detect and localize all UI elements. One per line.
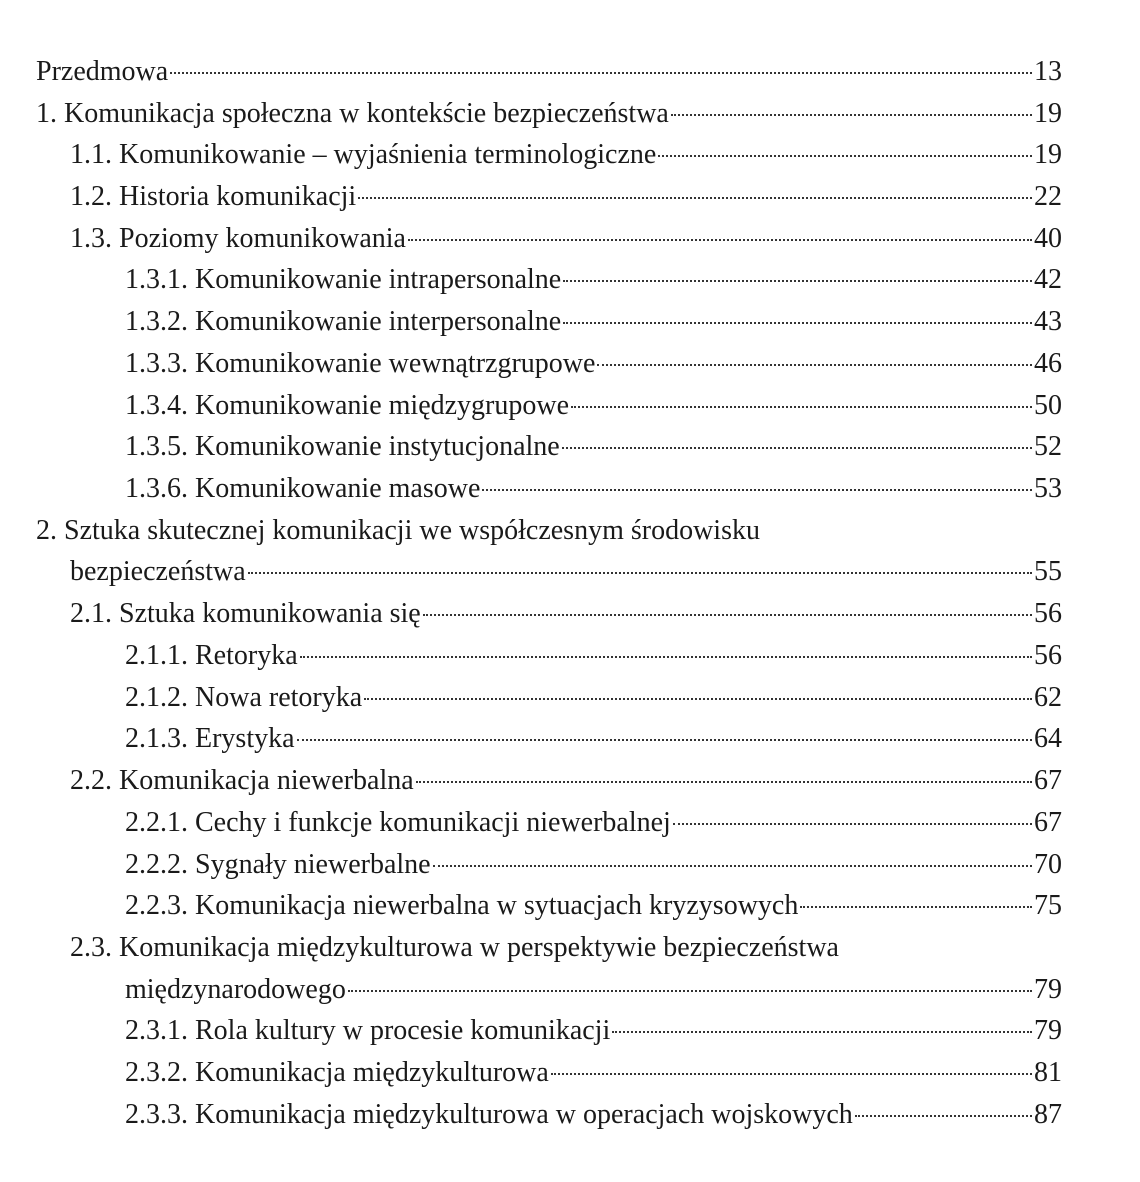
dot-leader [800, 905, 1032, 908]
dot-leader [597, 363, 1032, 366]
toc-entry [125, 426, 1062, 468]
toc-entry-page: 43 [1034, 306, 1062, 337]
dot-leader [571, 405, 1032, 408]
toc-entry-title: Przedmowa [36, 56, 169, 87]
dot-leader [408, 238, 1032, 241]
toc-entry-title: 2.3.2. Komunikacja międzykulturowa [125, 1057, 549, 1088]
toc-entry-page: 87 [1034, 1099, 1062, 1130]
dot-leader [364, 697, 1032, 700]
toc-entry-page: 79 [1034, 974, 1062, 1005]
toc-entry-title: 1.3.1. Komunikowanie intrapersonalne [125, 264, 562, 295]
toc-entry-title: 2.1.3. Erystyka [125, 723, 295, 754]
dot-leader [416, 780, 1032, 783]
dot-leader [300, 655, 1032, 658]
toc-entry-page: 79 [1034, 1015, 1062, 1046]
toc-entry [125, 1094, 1062, 1136]
toc-entry-title: 1.3.6. Komunikowanie masowe [125, 473, 481, 504]
toc-entry-page: 70 [1034, 849, 1062, 880]
toc-entry [125, 259, 1062, 301]
toc-entry-title: 1.2. Historia komunikacji [70, 181, 357, 212]
toc-entry-page: 13 [1034, 56, 1062, 87]
toc-entry-title: 2.3.1. Rola kultury w procesie komunikacji [125, 1015, 611, 1046]
dot-leader [563, 279, 1032, 282]
toc-entry-page: 19 [1034, 139, 1062, 170]
toc-entry-page: 56 [1034, 598, 1062, 629]
toc-entry [70, 551, 1062, 593]
dot-leader [248, 571, 1032, 574]
toc-entry-title: 1.3.5. Komunikowanie instytucjonalne [125, 431, 560, 462]
toc-entry [70, 760, 1062, 802]
dot-leader [612, 1030, 1032, 1033]
dot-leader [562, 446, 1032, 449]
toc-entry-page: 50 [1034, 390, 1062, 421]
toc-entry-title: 1.3.4. Komunikowanie międzygrupowe [125, 390, 570, 421]
toc-entry-page: 22 [1034, 181, 1062, 212]
toc-entry-title: 2.1.2. Nowa retoryka [125, 682, 363, 713]
dot-leader [563, 321, 1032, 324]
toc-entry-page: 67 [1034, 765, 1062, 796]
toc-entry-page: 81 [1034, 1057, 1062, 1088]
toc-entry [125, 718, 1062, 760]
toc-entry-page: 67 [1034, 807, 1062, 838]
toc-entry-page: 64 [1034, 723, 1062, 754]
toc-entry-page: 56 [1034, 640, 1062, 671]
toc-entry-title: 2.1. Sztuka komunikowania się [70, 598, 421, 629]
toc-entry-page: 19 [1034, 98, 1062, 129]
toc-entry-page: 55 [1034, 556, 1062, 587]
toc-entry-title-continuation: bezpieczeństwa [70, 556, 246, 587]
toc-entry [125, 343, 1062, 385]
toc-entry-title: 2.3. Komunikacja międzykulturowa w perspektywie bezpieczeństwa [70, 932, 839, 963]
dot-leader [348, 989, 1032, 992]
toc-entry-title: 2.3.3. Komunikacja międzykulturowa w operacjach wojskowych [125, 1099, 853, 1130]
dot-leader [673, 822, 1032, 825]
toc-entry-page: 62 [1034, 682, 1062, 713]
toc-entry-page: 53 [1034, 473, 1062, 504]
dot-leader [482, 488, 1032, 491]
toc-entry-title: 2.2.1. Cechy i funkcje komunikacji niewerbalnej [125, 807, 671, 838]
toc-entry [36, 51, 1062, 93]
toc-entry [70, 134, 1062, 176]
toc-entry-page: 75 [1034, 890, 1062, 921]
toc-entry-title: 2.2.2. Sygnały niewerbalne [125, 849, 431, 880]
toc-entry [36, 93, 1062, 135]
toc-entry-title: 2.2. Komunikacja niewerbalna [70, 765, 414, 796]
dot-leader [671, 113, 1032, 116]
toc-entry [125, 1010, 1062, 1052]
dot-leader [423, 613, 1032, 616]
toc-entry-page: 40 [1034, 223, 1062, 254]
toc-entry-page: 46 [1034, 348, 1062, 379]
toc-entry [125, 635, 1062, 677]
toc-entry-title-continuation: międzynarodowego [125, 974, 346, 1005]
dot-leader [658, 154, 1032, 157]
toc-entry-page: 42 [1034, 264, 1062, 295]
toc-entry [70, 218, 1062, 260]
toc-entry-page: 52 [1034, 431, 1062, 462]
toc-entry [125, 1052, 1062, 1094]
toc-entry [125, 677, 1062, 719]
toc-entry [125, 885, 1062, 927]
toc-entry [125, 969, 1062, 1011]
dot-leader [358, 196, 1032, 199]
dot-leader [170, 71, 1032, 74]
dot-leader [855, 1114, 1032, 1117]
toc-entry [125, 385, 1062, 427]
toc-entry-title: 1. Komunikacja społeczna w kontekście bezpieczeństwa [36, 98, 669, 129]
toc-entry [125, 844, 1062, 886]
toc-entry [125, 301, 1062, 343]
toc-entry [125, 802, 1062, 844]
toc-entry-title: 2.2.3. Komunikacja niewerbalna w sytuacjach kryzysowych [125, 890, 799, 921]
toc-entry-title: 1.3.2. Komunikowanie interpersonalne [125, 306, 562, 337]
toc-entry-title: 1.3. Poziomy komunikowania [70, 223, 406, 254]
toc-entry-title: 2.1.1. Retoryka [125, 640, 298, 671]
toc-entry [125, 468, 1062, 510]
toc-entry-title: 1.1. Komunikowanie – wyjaśnienia terminologiczne [70, 139, 657, 170]
toc-entry [70, 176, 1062, 218]
toc-entry-title: 1.3.3. Komunikowanie wewnątrzgrupowe [125, 348, 596, 379]
dot-leader [433, 864, 1032, 867]
dot-leader [297, 738, 1032, 741]
toc-entry-title: 2. Sztuka skutecznej komunikacji we współczesnym środowisku [36, 515, 760, 546]
toc-entry [70, 593, 1062, 635]
dot-leader [551, 1072, 1032, 1075]
